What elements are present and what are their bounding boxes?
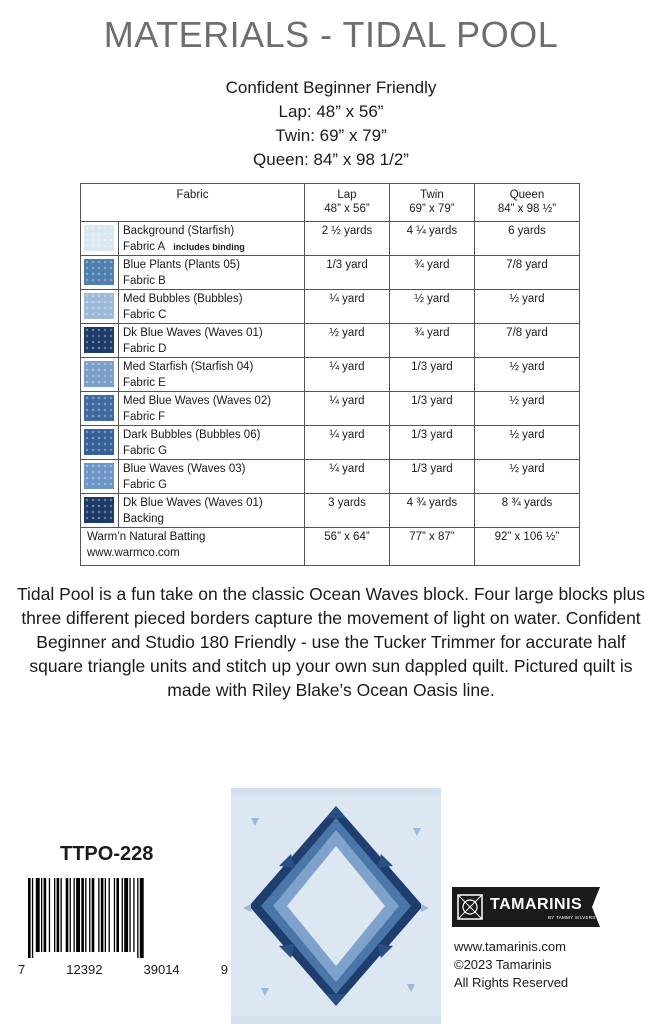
header-twin: Twin 69” x 79”	[389, 184, 474, 222]
barcode-bar	[114, 878, 115, 952]
fabric-code: Fabric C	[123, 309, 167, 321]
queen-yardage: 7/8 yard	[474, 256, 579, 290]
barcode-bar	[137, 878, 138, 958]
fabric-name-cell	[119, 256, 305, 290]
fabric-swatch	[84, 225, 114, 251]
twin-yardage: 1/3 yard	[389, 358, 474, 392]
materials-table	[80, 183, 580, 566]
barcode-bar	[129, 878, 130, 952]
table-row	[81, 426, 580, 460]
fabric-name: Med Starfish (Starfish 04)	[123, 361, 254, 373]
queen-yardage: ½ yard	[474, 358, 579, 392]
barcode-bar	[124, 878, 128, 952]
fabric-name-cell	[119, 494, 305, 528]
fabric-name-cell	[119, 290, 305, 324]
lap-yardage: ¼ yard	[305, 358, 390, 392]
batting-twin: 77” x 87”	[389, 528, 474, 566]
barcode-bar	[105, 878, 106, 952]
barcode-bar	[44, 878, 47, 952]
page-title: MATERIALS - TIDAL POOL	[103, 14, 559, 55]
lap-yardage: 2 ½ yards	[305, 222, 390, 256]
twin-yardage: 4 ¼ yards	[389, 222, 474, 256]
lap-yardage: ¼ yard	[305, 290, 390, 324]
barcode-bar	[74, 878, 75, 952]
barcode-bar	[140, 878, 144, 958]
fabric-swatch-cell	[81, 324, 119, 358]
header-fabric: Fabric	[81, 184, 305, 222]
barcode-bar	[36, 878, 40, 952]
fabric-swatch	[84, 395, 114, 421]
fabric-swatch	[84, 429, 114, 455]
fabric-code: Backing	[123, 513, 164, 525]
fabric-swatch-cell	[81, 290, 119, 324]
lap-yardage: ¼ yard	[305, 460, 390, 494]
barcode-bar	[101, 878, 104, 952]
lap-yardage: ¼ yard	[305, 426, 390, 460]
twin-yardage: 1/3 yard	[389, 392, 474, 426]
lap-yardage: 3 yards	[305, 494, 390, 528]
twin-yardage: 1/3 yard	[389, 426, 474, 460]
barcode-bar	[49, 878, 50, 952]
website: www.tamarinis.com	[454, 939, 566, 954]
fabric-code: Fabric G	[123, 445, 168, 457]
twin-size: Twin: 69” x 79”	[275, 126, 387, 145]
copyright: ©2023 Tamarinis	[454, 957, 552, 972]
pattern-description: Tidal Pool is a fun take on the classic Ocean Waves block. Four large blocks plus three different pieced borders capture the movement of light on water. Confident Beginner and Studio 180 Friendly - use the Tucker Trimmer for accurate half square triangle units and stitch up your own sun dappled quilt. Pictured quilt is made with Riley Blake’s Ocean Oasis line.	[16, 584, 646, 700]
twin-yardage: ¾ yard	[389, 256, 474, 290]
logo-text: TAMARINIS	[490, 896, 583, 913]
fabric-name: Blue Plants (Plants 05)	[123, 259, 240, 271]
quilt-info	[0, 76, 662, 172]
queen-yardage: 8 ¾ yards	[474, 494, 579, 528]
batting-queen: 92” x 106 ½”	[474, 528, 579, 566]
table-row	[81, 460, 580, 494]
fabric-swatch	[84, 361, 114, 387]
barcode-bar	[122, 878, 123, 952]
barcode-bar	[85, 878, 86, 952]
barcode-digit-2: 12392	[66, 962, 103, 977]
publisher-info	[454, 938, 568, 992]
barcode-bar	[76, 878, 80, 952]
fabric-code: Fabric B	[123, 275, 166, 287]
fabric-code: Fabric A includes binding	[123, 241, 245, 253]
fabric-name-cell	[119, 426, 305, 460]
barcode-bar	[57, 878, 60, 952]
table-row	[81, 290, 580, 324]
table-row	[81, 256, 580, 290]
lap-yardage: 1/3 yard	[305, 256, 390, 290]
fabric-name-cell	[119, 392, 305, 426]
barcode-bar	[89, 878, 90, 952]
fabric-swatch-cell	[81, 256, 119, 290]
fabric-name-cell	[119, 222, 305, 256]
barcode-digit-4: 9	[220, 962, 228, 977]
barcode-bar	[32, 878, 33, 958]
fabric-name-cell	[119, 324, 305, 358]
fabric-code: Fabric G	[123, 479, 168, 491]
fabric-name: Dk Blue Waves (Waves 01)	[123, 327, 263, 339]
barcode-bar	[92, 878, 95, 952]
fabric-swatch-cell	[81, 392, 119, 426]
queen-yardage: ½ yard	[474, 392, 579, 426]
queen-yardage: 6 yards	[474, 222, 579, 256]
fabric-swatch-cell	[81, 222, 119, 256]
barcode-digit-3: 39014	[143, 962, 180, 977]
fabric-code: Fabric E	[123, 377, 166, 389]
fabric-name: Dk Blue Waves (Waves 01)	[123, 497, 263, 509]
barcode-bar	[41, 878, 42, 952]
table-row	[81, 392, 580, 426]
barcode-bar	[109, 878, 110, 952]
fabric-name-cell	[119, 358, 305, 392]
table-row	[81, 494, 580, 528]
fabric-code: Fabric D	[123, 343, 167, 355]
barcode-bar	[54, 878, 55, 952]
barcode-bar	[61, 878, 62, 952]
header-lap: Lap 48” x 56”	[305, 184, 390, 222]
skill-level: Confident Beginner Friendly	[225, 78, 437, 97]
fabric-swatch-cell	[81, 460, 119, 494]
sku-number: TTPO-228	[60, 843, 154, 865]
fabric-name: Blue Waves (Waves 03)	[123, 463, 246, 475]
fabric-swatch	[84, 259, 114, 285]
lap-yardage: ¼ yard	[305, 392, 390, 426]
barcode-bar	[81, 878, 84, 952]
twin-yardage: ½ yard	[389, 290, 474, 324]
table-row	[81, 222, 580, 256]
twin-yardage: 1/3 yard	[389, 460, 474, 494]
fabric-swatch-cell	[81, 426, 119, 460]
batting-name: Warm’n Natural Batting	[87, 531, 206, 543]
queen-yardage: ½ yard	[474, 460, 579, 494]
batting-url: www.warmco.com	[87, 547, 180, 559]
barcode-bar	[116, 878, 119, 952]
fabric-note: includes binding	[173, 242, 245, 252]
table-row-batting	[81, 528, 580, 566]
barcode-bar	[66, 878, 69, 952]
barcode-digits	[18, 962, 228, 977]
lap-size: Lap: 48” x 56”	[278, 102, 384, 121]
barcode-bar	[98, 878, 99, 952]
queen-yardage: ½ yard	[474, 290, 579, 324]
lap-yardage: ½ yard	[305, 324, 390, 358]
twin-yardage: 4 ¾ yards	[389, 494, 474, 528]
fabric-swatch-cell	[81, 358, 119, 392]
fabric-swatch	[84, 463, 114, 489]
fabric-name: Background (Starfish)	[123, 225, 235, 237]
fabric-swatch	[84, 293, 114, 319]
barcode	[26, 878, 198, 958]
table-row	[81, 324, 580, 358]
queen-size: Queen: 84” x 98 1/2”	[253, 150, 409, 169]
logo-tagline: BY TAMMY SILVERS	[548, 915, 596, 920]
queen-yardage: ½ yard	[474, 426, 579, 460]
barcode-digit-1: 7	[18, 962, 26, 977]
fabric-swatch-cell	[81, 494, 119, 528]
quilt-image	[231, 788, 441, 1024]
table-row	[81, 358, 580, 392]
fabric-name-cell	[119, 460, 305, 494]
fabric-swatch	[84, 327, 114, 353]
queen-yardage: 7/8 yard	[474, 324, 579, 358]
fabric-name: Med Blue Waves (Waves 02)	[123, 395, 272, 407]
twin-yardage: ¾ yard	[389, 324, 474, 358]
barcode-bar	[28, 878, 31, 958]
fabric-code: Fabric F	[123, 411, 166, 423]
batting-lap: 56” x 64”	[305, 528, 390, 566]
fabric-name: Dark Bubbles (Bubbles 06)	[123, 429, 261, 441]
fabric-swatch	[84, 497, 114, 523]
barcode-bar	[70, 878, 71, 952]
barcode-bar	[133, 878, 134, 952]
fabric-name: Med Bubbles (Bubbles)	[123, 293, 243, 305]
rights: All Rights Reserved	[454, 975, 569, 990]
header-queen: Queen 84” x 98 ½”	[474, 184, 579, 222]
